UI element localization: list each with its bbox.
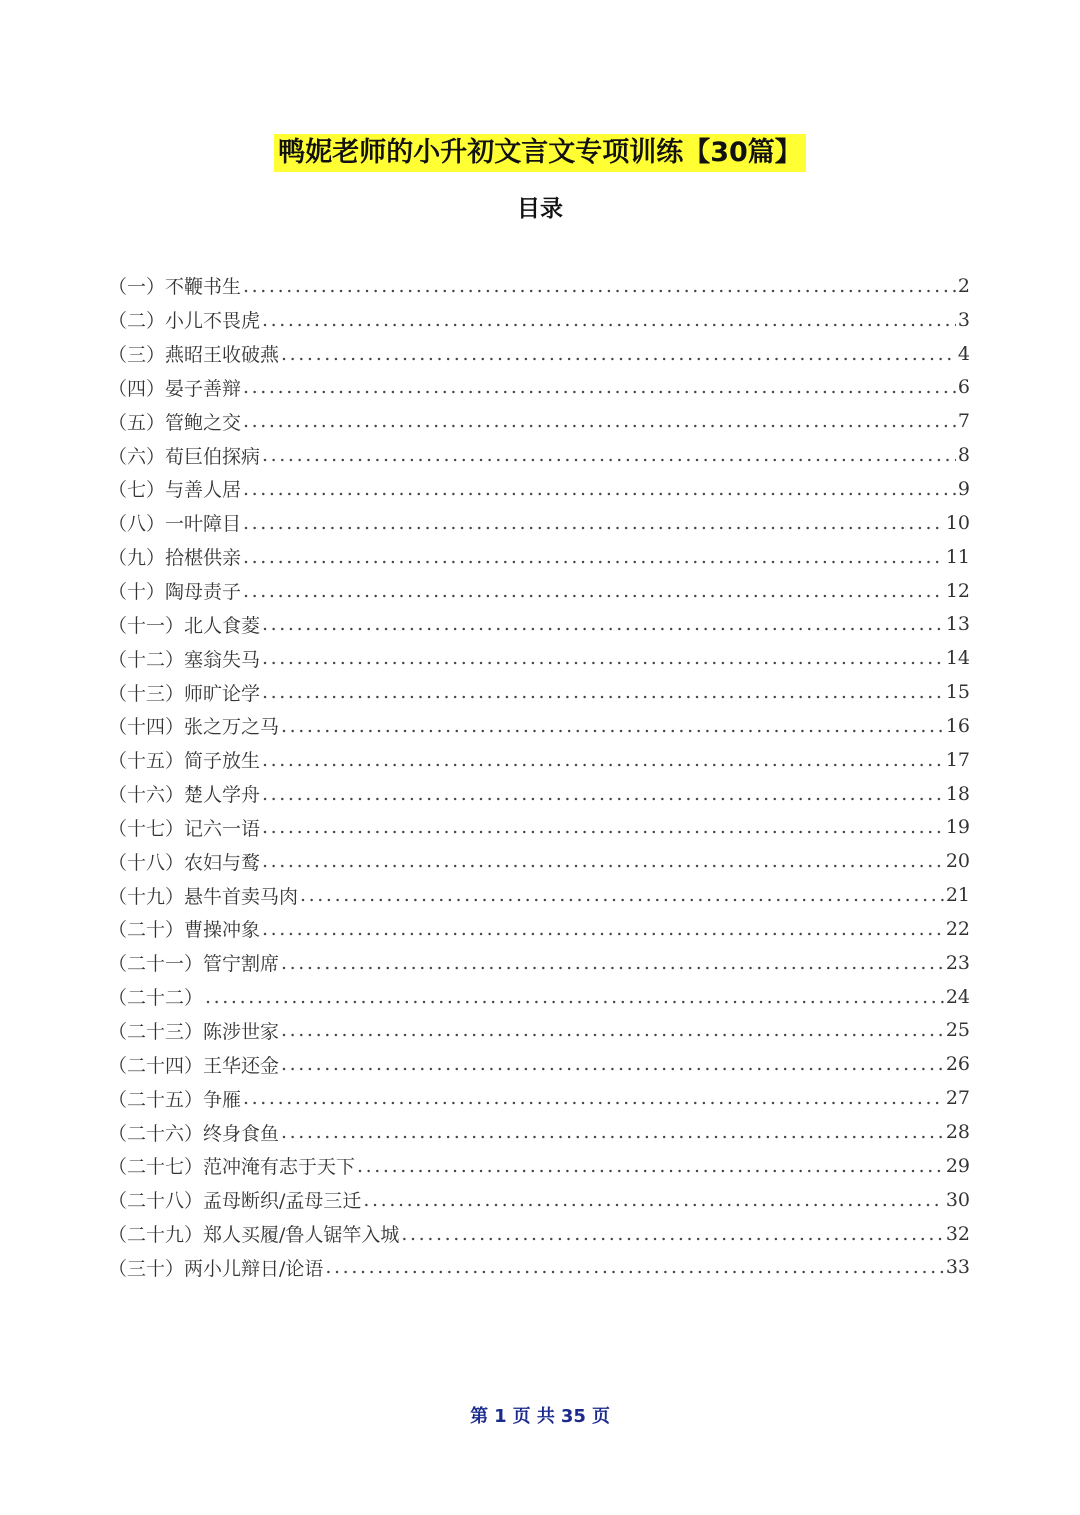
toc-entry-page-number: 6 (957, 376, 970, 399)
toc-entry-page-number: 15 (945, 681, 970, 704)
toc-entry-page-number: 11 (945, 545, 970, 568)
toc-entry-title: （十六）楚人学舟 (108, 784, 261, 807)
toc-entry-title: （十一）北人食菱 (108, 614, 261, 637)
toc-entry-page-number: 26 (945, 1053, 970, 1076)
footer-current-page: 1 (494, 1406, 507, 1427)
toc-entry-page-number: 19 (945, 816, 970, 839)
table-of-contents (108, 269, 970, 1284)
document-title: 鸭妮老师的小升初文言文专项训练【30篇】 (274, 134, 806, 172)
toc-entry-title: （二十八）孟母断织/孟母三迁 (108, 1190, 362, 1213)
toc-entry[interactable] (108, 743, 970, 777)
toc-entry-title: （十八）农妇与鹜 (108, 851, 261, 874)
toc-entry[interactable] (108, 844, 970, 878)
toc-dot-leader (262, 681, 944, 703)
toc-dot-leader (281, 952, 944, 974)
toc-entry-page-number: 8 (957, 444, 970, 467)
toc-entry-page-number: 18 (945, 782, 970, 805)
toc-entry[interactable] (108, 1217, 970, 1251)
toc-entry-title: （九）拾椹供亲 (108, 547, 242, 570)
toc-entry[interactable] (108, 980, 970, 1014)
toc-entry[interactable] (108, 337, 970, 371)
toc-entry-title: （二十二） (108, 987, 204, 1010)
toc-entry[interactable] (108, 878, 970, 912)
toc-entry-page-number: 10 (945, 511, 970, 534)
toc-dot-leader (281, 1019, 944, 1041)
toc-entry-title: （二十四）王华还金 (108, 1054, 280, 1077)
toc-entry-page-number: 2 (957, 274, 970, 297)
toc-dot-leader (300, 884, 944, 906)
toc-entry-title: （三十）两小儿辩日/论语 (108, 1257, 324, 1280)
toc-dot-leader (243, 275, 956, 297)
toc-dot-leader (262, 647, 944, 669)
toc-dot-leader (262, 444, 956, 466)
toc-entry-title: （四）晏子善辩 (108, 377, 242, 400)
toc-entry-page-number: 24 (945, 985, 970, 1008)
toc-entry-title: （一）不鞭书生 (108, 276, 242, 299)
toc-entry[interactable] (108, 1014, 970, 1048)
toc-entry[interactable] (108, 607, 970, 641)
toc-entry[interactable] (108, 540, 970, 574)
toc-entry-page-number: 21 (945, 884, 970, 907)
toc-dot-leader (262, 783, 944, 805)
toc-entry-title: （十）陶母责子 (108, 581, 242, 604)
toc-entry-title: （二十五）争雁 (108, 1088, 242, 1111)
toc-entry-title: （十四）张之万之马 (108, 716, 280, 739)
toc-entry-page-number: 9 (957, 477, 970, 500)
toc-entry-page-number: 7 (957, 410, 970, 433)
toc-dot-leader (262, 749, 944, 771)
footer-middle: 页 共 (512, 1406, 555, 1427)
toc-dot-leader (281, 1121, 944, 1143)
toc-entry-title: （二十一）管宁割席 (108, 953, 280, 976)
toc-entry[interactable] (108, 675, 970, 709)
toc-dot-leader (401, 1223, 943, 1245)
toc-entry-title: （十三）师旷论学 (108, 682, 261, 705)
toc-entry[interactable] (108, 641, 970, 675)
toc-dot-leader (281, 343, 956, 365)
toc-entry-page-number: 28 (945, 1121, 970, 1144)
toc-dot-leader (243, 376, 956, 398)
toc-entry[interactable] (108, 303, 970, 337)
toc-entry-title: （二十九）郑人买履/鲁人锯竿入城 (108, 1224, 400, 1247)
toc-dot-leader (262, 918, 944, 940)
toc-entry[interactable] (108, 1115, 970, 1149)
toc-entry-title: （十二）塞翁失马 (108, 648, 261, 671)
toc-entry-title: （二）小儿不畏虎 (108, 310, 261, 333)
toc-entry[interactable] (108, 1081, 970, 1115)
toc-entry-title: （二十三）陈涉世家 (108, 1020, 280, 1043)
footer-total-pages: 35 (560, 1406, 586, 1427)
toc-entry-title: （七）与善人居 (108, 479, 242, 502)
toc-entry[interactable] (108, 1149, 970, 1183)
toc-entry-page-number: 16 (945, 714, 970, 737)
toc-dot-leader (205, 986, 944, 1008)
toc-entry-page-number: 22 (945, 917, 970, 940)
toc-entry[interactable] (108, 1250, 970, 1284)
toc-dot-leader (262, 613, 944, 635)
toc-entry[interactable] (108, 371, 970, 405)
toc-entry-title: （十七）记六一语 (108, 817, 261, 840)
toc-entry-page-number: 3 (957, 308, 970, 331)
toc-dot-leader (363, 1189, 943, 1211)
toc-dot-leader (357, 1155, 944, 1177)
toc-entry-page-number: 12 (945, 579, 970, 602)
footer-prefix: 第 (470, 1406, 489, 1427)
toc-entry-page-number: 27 (945, 1087, 970, 1110)
toc-entry-page-number: 23 (945, 951, 970, 974)
toc-entry[interactable] (108, 946, 970, 980)
toc-entry[interactable] (108, 472, 970, 506)
toc-dot-leader (243, 512, 944, 534)
footer-suffix: 页 (591, 1406, 610, 1427)
toc-dot-leader (325, 1256, 943, 1278)
toc-entry[interactable] (108, 574, 970, 608)
toc-dot-leader (262, 816, 944, 838)
toc-entry-page-number: 20 (945, 850, 970, 873)
toc-entry-title: （十九）悬牛首卖马肉 (108, 885, 299, 908)
title-block (0, 134, 1080, 172)
toc-heading: 目录 (517, 196, 563, 222)
toc-entry[interactable] (108, 438, 970, 472)
toc-entry-page-number: 13 (945, 613, 970, 636)
toc-entry-page-number: 25 (945, 1019, 970, 1042)
toc-entry-title: （六）荀巨伯探病 (108, 445, 261, 468)
toc-entry-title: （八）一叶障目 (108, 513, 242, 536)
toc-entry-title: （二十七）范冲淹有志于天下 (108, 1156, 356, 1179)
toc-entry-page-number: 17 (945, 748, 970, 771)
toc-entry[interactable] (108, 269, 970, 303)
toc-entry-title: （三）燕昭王收破燕 (108, 344, 280, 367)
toc-entry-title: （二十六）终身食鱼 (108, 1122, 280, 1145)
toc-dot-leader (243, 546, 944, 568)
toc-entry[interactable] (108, 1047, 970, 1081)
toc-entry-page-number: 30 (945, 1188, 970, 1211)
toc-dot-leader (243, 478, 956, 500)
toc-dot-leader (262, 309, 956, 331)
toc-dot-leader (281, 715, 944, 737)
page-footer (0, 1402, 1080, 1428)
toc-dot-leader (281, 1053, 944, 1075)
toc-entry-title: （二十）曹操冲象 (108, 919, 261, 942)
toc-dot-leader (243, 410, 956, 432)
toc-entry[interactable] (108, 506, 970, 540)
toc-dot-leader (243, 580, 944, 602)
toc-entry[interactable] (108, 777, 970, 811)
toc-entry-page-number: 14 (945, 647, 970, 670)
toc-entry-page-number: 32 (945, 1222, 970, 1245)
toc-entry[interactable] (108, 811, 970, 845)
toc-dot-leader (243, 1087, 944, 1109)
toc-dot-leader (262, 850, 944, 872)
toc-entry[interactable] (108, 912, 970, 946)
toc-entry-title: （十五）简子放生 (108, 750, 261, 773)
toc-entry-page-number: 29 (945, 1154, 970, 1177)
toc-entry[interactable] (108, 404, 970, 438)
toc-entry-title: （五）管鲍之交 (108, 411, 242, 434)
toc-entry-page-number: 33 (945, 1256, 970, 1279)
toc-entry[interactable] (108, 1183, 970, 1217)
toc-entry-page-number: 4 (957, 342, 970, 365)
toc-entry[interactable] (108, 709, 970, 743)
